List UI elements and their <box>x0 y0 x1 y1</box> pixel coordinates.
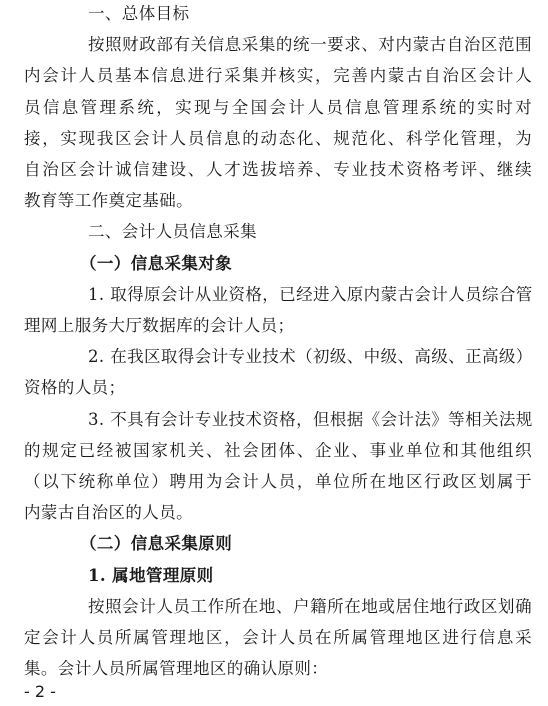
heading-collection-targets: （一）信息采集对象 <box>80 253 233 273</box>
page-number: - 2 - <box>24 682 56 701</box>
heading-territorial-principle: 1. 属地管理原则 <box>88 565 214 585</box>
paragraph-line: 定会计人员所属管理地区，会计人员在所属管理地区进行信息采 <box>24 628 532 647</box>
list-item-line: 1. 取得原会计从业资格，已经进入原内蒙古会计人员综合管 <box>88 284 533 304</box>
paragraph-line: 按照会计人员工作所在地、户籍所在地或居住地行政区划确 <box>88 596 532 616</box>
paragraph-line: 内会计人员基本信息进行采集并核实，完善内蒙古自治区会计人 <box>24 66 532 86</box>
paragraph-line: 接，实现我区会计人员信息的动态化、规范化、科学化管理，为 <box>24 128 532 148</box>
heading-info-collection: 二、会计人员信息采集 <box>88 222 257 242</box>
paragraph-line: 员信息管理系统，实现与全国会计人员信息管理系统的实时对 <box>24 97 532 117</box>
paragraph-line: 教育等工作奠定基础。 <box>24 191 193 211</box>
list-item-line: 内蒙古自治区的人员。 <box>24 503 193 523</box>
list-item-line: 的规定已经被国家机关、社会团体、企业、事业单位和其他组织 <box>24 440 532 460</box>
list-item-line: 资格的人员； <box>24 378 126 398</box>
list-item-line: 3. 不具有会计专业技术资格，但根据《会计法》等相关法规 <box>88 409 533 429</box>
list-item-line: （以下统称单位）聘用为会计人员，单位所在地区行政区划属于 <box>24 472 532 491</box>
paragraph-line: 按照财政部有关信息采集的统一要求、对内蒙古自治区范围 <box>88 35 532 55</box>
heading-overall-goal: 一、总体目标 <box>88 4 190 23</box>
paragraph-line: 自治区会计诚信建设、人才选拔培养、专业技术资格考评、继续 <box>24 160 532 179</box>
list-item-line: 2. 在我区取得会计专业技术（初级、中级、高级、正高级） <box>88 347 533 367</box>
list-item-line: 理网上服务大厅数据库的会计人员； <box>24 316 295 335</box>
paragraph-line: 集。会计人员所属管理地区的确认原则： <box>24 659 329 679</box>
heading-collection-principles: （二）信息采集原则 <box>80 534 233 554</box>
